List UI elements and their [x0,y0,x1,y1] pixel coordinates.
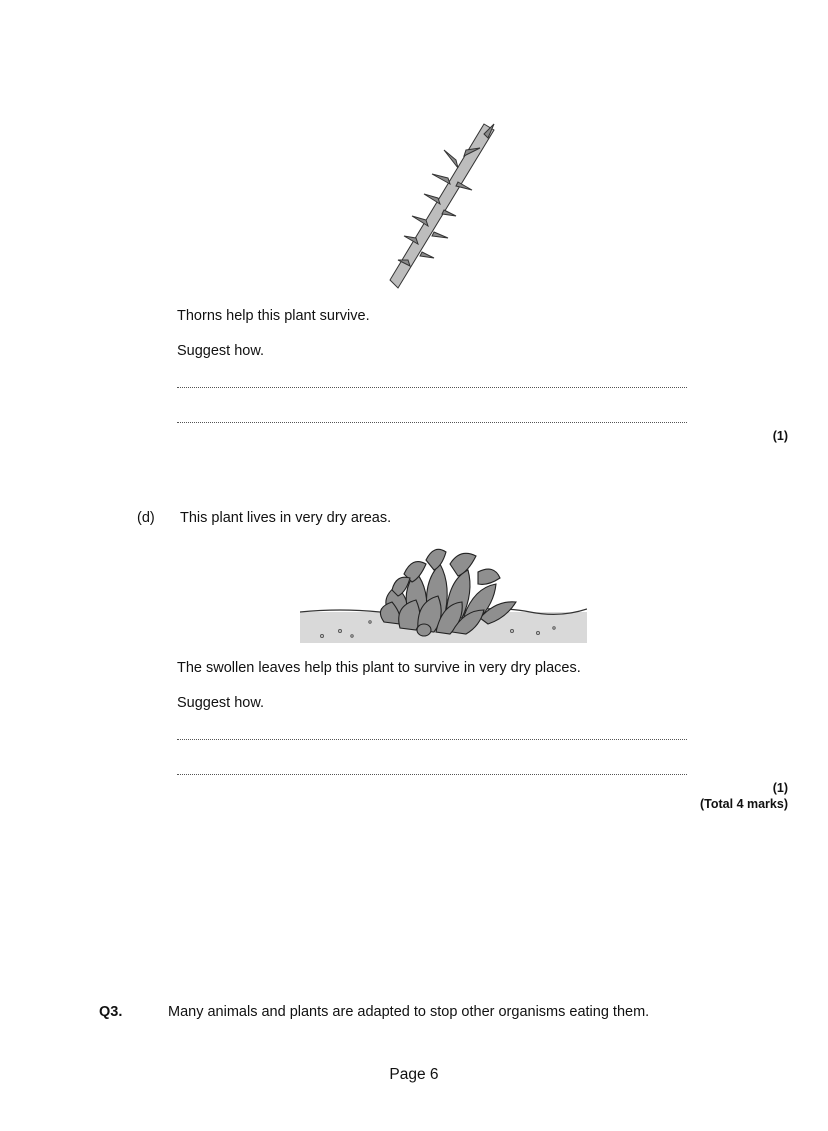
part-d-answer-line-2[interactable] [177,774,687,775]
part-d-prompt: Suggest how. [177,695,265,711]
page-number: Page 6 [389,1066,439,1083]
part-c-statement: Thorns help this plant survive. [177,308,370,324]
question-3-text: Many animals and plants are adapted to stop other organisms eating them. [168,1004,650,1020]
succulent-plant-image [300,542,587,643]
part-c-answer-line-1[interactable] [177,387,687,388]
question-3-number: Q3. [99,1004,123,1020]
part-d-answer-line-1[interactable] [177,739,687,740]
part-c-answer-line-2[interactable] [177,422,687,423]
part-c-marks: (1) [772,429,788,443]
total-marks: (Total 4 marks) [700,797,788,811]
part-c-prompt: Suggest how. [177,343,265,359]
part-d-marks: (1) [772,781,788,795]
thorny-stem-image [386,120,501,295]
part-d-label: (d) [137,510,155,526]
part-d-detail: The swollen leaves help this plant to survive in very dry places. [177,660,581,676]
part-d-statement: This plant lives in very dry areas. [180,510,392,526]
